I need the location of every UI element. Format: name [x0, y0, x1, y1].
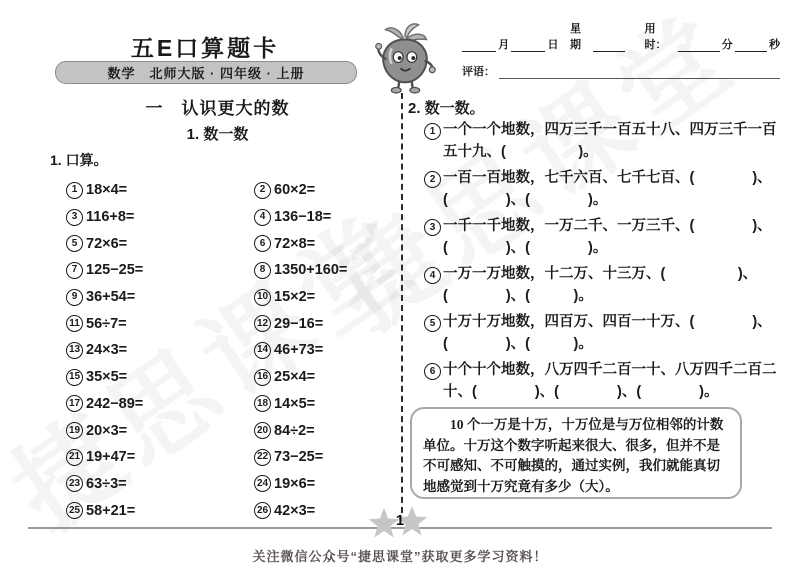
item-text: 一千一千地数，一万二千、一万三千、( )、( )、( )。: [443, 218, 772, 256]
page-number: 1: [395, 512, 405, 529]
problem-number: 14: [254, 342, 271, 359]
task2-label: 2. 数一数。: [408, 100, 485, 117]
problem-expression: 58+21=: [86, 502, 136, 519]
math-problem: [254, 284, 396, 311]
column-divider: [401, 93, 403, 513]
oral-problems-grid: [66, 177, 396, 524]
problem-number: 19: [66, 422, 83, 439]
item-number: 6: [424, 363, 441, 380]
problem-number: 15: [66, 369, 83, 386]
math-problem: [66, 417, 254, 444]
problem-number: 22: [254, 449, 271, 466]
problem-number: 16: [254, 369, 271, 386]
item-text: 十个十个地数，八万四千二百一十、八万四千二百二十、( )、( )、( )。: [443, 362, 777, 400]
problem-number: 23: [66, 475, 83, 492]
math-problem: [254, 417, 396, 444]
knowledge-note-box: [410, 407, 742, 499]
math-problem: [254, 444, 396, 471]
math-problem: [254, 337, 396, 364]
problem-expression: 60×2=: [274, 182, 316, 199]
item-text: 一百一百地数，七千六百、七千七百、( )、( )、( )。: [443, 170, 772, 208]
math-problem: [66, 310, 254, 337]
problem-number: 8: [254, 262, 271, 279]
math-problem: [66, 230, 254, 257]
math-problem: [66, 391, 254, 418]
problem-number: 18: [254, 395, 271, 412]
problem-expression: 25×4=: [274, 369, 316, 386]
problem-number: 5: [66, 235, 83, 252]
problem-number: 12: [254, 315, 271, 332]
counting-item: [424, 311, 782, 355]
problem-expression: 15×2=: [274, 289, 316, 306]
problem-expression: 56÷7=: [86, 315, 127, 332]
counting-item: [424, 167, 782, 211]
math-problem: [66, 364, 254, 391]
problem-expression: 36+54=: [86, 289, 136, 306]
problem-expression: 73−25=: [274, 449, 324, 466]
comment-blank: [499, 66, 780, 79]
math-problem: [66, 284, 254, 311]
math-problem: [66, 337, 254, 364]
weekday-blank: [593, 39, 625, 52]
problem-number: 6: [254, 235, 271, 252]
day-blank: [511, 39, 545, 52]
comment-label: 评语：: [462, 66, 495, 78]
problem-expression: 72×6=: [86, 235, 128, 252]
problem-expression: 46+73=: [274, 342, 324, 359]
problem-number: 26: [254, 502, 271, 519]
problem-expression: 116+8=: [86, 209, 135, 226]
problem-number: 13: [66, 342, 83, 359]
problem-number: 20: [254, 422, 271, 439]
problem-number: 17: [66, 395, 83, 412]
math-problem: [254, 177, 396, 204]
problem-expression: 1350+160=: [274, 262, 348, 279]
math-problem: [254, 257, 396, 284]
math-problem: [66, 257, 254, 284]
problem-expression: 72×8=: [274, 235, 316, 252]
item-number: 4: [424, 267, 441, 284]
header-form: [462, 23, 780, 79]
counting-item: [424, 263, 782, 307]
weekday-label: 星期: [570, 23, 582, 51]
problem-number: 10: [254, 289, 271, 306]
month-label: 月: [498, 39, 510, 51]
problem-expression: 19+47=: [86, 449, 136, 466]
counting-item: [424, 359, 782, 403]
problem-number: 24: [254, 475, 271, 492]
minutes-blank: [678, 39, 720, 52]
problem-number: 21: [66, 449, 83, 466]
seconds-label: 秒: [768, 39, 780, 51]
problem-expression: 18×4=: [86, 182, 128, 199]
math-problem: [254, 310, 396, 337]
math-problem: [66, 177, 254, 204]
problem-number: 9: [66, 289, 83, 306]
math-problem: [254, 471, 396, 498]
comment-line: [462, 65, 780, 79]
book-title: 五E口算题卡: [130, 35, 280, 61]
problem-number: 3: [66, 209, 83, 226]
problem-expression: 84÷2=: [274, 422, 315, 439]
minutes-label: 分: [721, 39, 733, 51]
math-problem: [66, 204, 254, 231]
edition-banner: 数学 北师大版 · 四年级 · 上册: [55, 61, 357, 84]
problem-expression: 35×5=: [86, 369, 128, 386]
problem-number: 1: [66, 182, 83, 199]
month-blank: [462, 39, 496, 52]
item-number: 2: [424, 171, 441, 188]
page-number-badge: [366, 505, 434, 541]
item-number: 5: [424, 315, 441, 332]
problem-expression: 29−16=: [274, 315, 324, 332]
day-label: 日: [547, 39, 559, 51]
problem-number: 2: [254, 182, 271, 199]
lesson-title: 1. 数一数: [186, 126, 249, 143]
footer-promo-text: 关注微信公众号“捷思课堂”获取更多学习资料！: [252, 549, 548, 564]
seconds-blank: [735, 39, 767, 52]
item-text: 一个一个地数，四万三千一百五十八、四万三千一百五十九、( )。: [443, 122, 777, 160]
math-problem: [66, 444, 254, 471]
problem-expression: 19×6=: [274, 475, 316, 492]
item-number: 3: [424, 219, 441, 236]
problem-expression: 242−89=: [86, 395, 144, 412]
problem-number: 25: [66, 502, 83, 519]
math-problem: [254, 364, 396, 391]
item-text: 一万一万地数，十二万、十三万、( )、( )、( )。: [443, 266, 758, 304]
turnip-mascot-icon: [366, 20, 444, 98]
problem-expression: 14×5=: [274, 395, 316, 412]
problem-expression: 42×3=: [274, 502, 316, 519]
time-used-label: 用时：: [644, 23, 667, 51]
problem-expression: 24×3=: [86, 342, 128, 359]
problem-expression: 136−18=: [274, 209, 332, 226]
counting-items-list: [424, 119, 782, 407]
math-problem: [254, 204, 396, 231]
problem-number: 11: [66, 315, 83, 332]
item-text: 十万十万地数，四百万、四百一十万、( )、( )、( )。: [443, 314, 772, 352]
date-time-line: [462, 23, 780, 52]
math-problem: [254, 230, 396, 257]
problem-expression: 125−25=: [86, 262, 144, 279]
math-problem: [66, 497, 254, 524]
math-problem: [66, 471, 254, 498]
problem-number: 4: [254, 209, 271, 226]
counting-item: [424, 119, 782, 163]
problem-number: 7: [66, 262, 83, 279]
unit-title: 一 认识更大的数: [145, 99, 290, 118]
note-text: 10 个一万是十万，十万位是与万位相邻的计数单位。十万这个数字听起来很大、很多，但并不是不可感知、不可触摸的，通过实例，我们就能真切地感觉到十万究竟有多少（大）。: [423, 417, 724, 494]
math-problem: [254, 391, 396, 418]
item-number: 1: [424, 123, 441, 140]
problem-expression: 20×3=: [86, 422, 128, 439]
task1-label: 1. 口算。: [50, 152, 108, 168]
counting-item: [424, 215, 782, 259]
problem-expression: 63÷3=: [86, 475, 127, 492]
